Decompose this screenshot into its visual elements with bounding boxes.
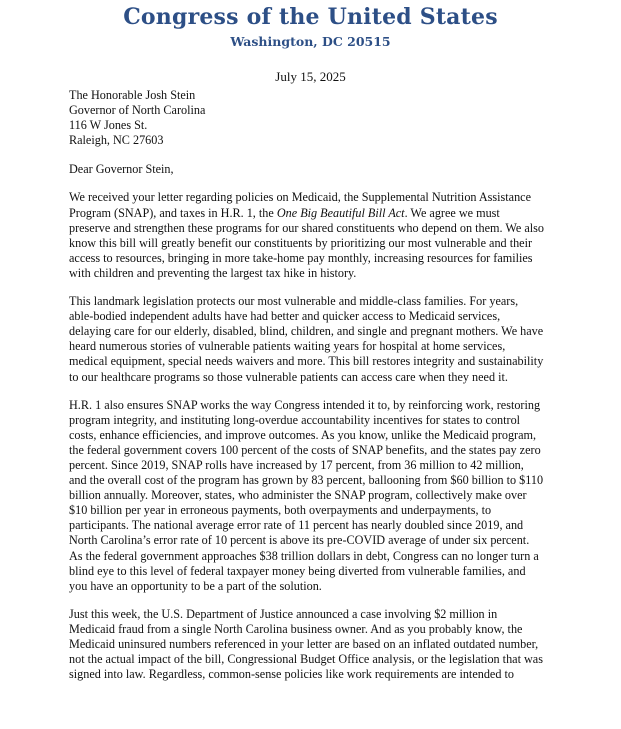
- letter-body: [69, 88, 569, 682]
- paragraph-line: [69, 206, 569, 221]
- paragraph-line: with children and preventing the largest tax hike in history.: [69, 265, 357, 280]
- text-run: . We agree we must: [404, 205, 500, 220]
- paragraph-line: This landmark legislation protects our most vulnerable and middle-class families. For years,: [69, 294, 519, 309]
- paragraph-line: program integrity, and instituting long-overdue accountability incentives for states to control: [69, 412, 521, 427]
- address-line: Raleigh, NC 27603: [69, 133, 164, 148]
- letterhead-title: Congress of the United States: [123, 4, 498, 30]
- paragraph-line: preserve and strengthen these programs for our shared constituents who depend on them. We also: [69, 220, 544, 235]
- paragraph-line: medical equipment, special needs waivers and more. This bill restores integrity and sustainability: [69, 354, 544, 369]
- paragraph-line: Medicaid fraud from a single North Carolina business owner. And as you probably know, the: [69, 621, 523, 636]
- address-line: Governor of North Carolina: [69, 103, 206, 118]
- text-run: Program (SNAP), and taxes in H.R. 1, the: [69, 205, 277, 220]
- paragraph-line: heard numerous stories of vulnerable patients waiting years for hospital at home services,: [69, 339, 506, 354]
- paragraph-line: H.R. 1 also ensures SNAP works the way Congress intended it to, by reinforcing work, restoring: [69, 397, 541, 412]
- paragraph-line: know this bill will greatly benefit our constituents by prioritizing our most vulnerable and their: [69, 235, 533, 250]
- paragraph-line: the federal government covers 100 percent of the costs of SNAP benefits, and the states pay zero: [69, 442, 541, 457]
- address-line: The Honorable Josh Stein: [69, 88, 196, 102]
- paragraph-line: and the overall cost of the program has grown by 83 percent, ballooning from $60 billion to $110: [69, 473, 544, 488]
- paragraph-line: to our healthcare programs so those vulnerable patients can access care when they need it.: [69, 369, 508, 384]
- paragraph-line: able-bodied independent adults have had better and quicker access to Medicaid services,: [69, 309, 501, 324]
- paragraph-3: [69, 398, 569, 594]
- paragraph-line: billion annually. Moreover, states, who administer the SNAP program, collectively make over: [69, 488, 527, 503]
- paragraph-line: We received your letter regarding policies on Medicaid, the Supplemental Nutrition Assistance: [69, 190, 532, 205]
- paragraph-line: signed into law. Regardless, common-sense policies like work requirements are intended to: [69, 667, 514, 682]
- paragraph-line: costs, enhance efficiencies, and improve outcomes. As you know, unlike the Medicaid program,: [69, 427, 537, 442]
- paragraph-line: Just this week, the U.S. Department of Justice announced a case involving $2 million in: [69, 606, 498, 621]
- paragraph-line: $10 billion per year in erroneous payments, both overpayments and underpayments, to: [69, 503, 492, 518]
- paragraph-line: not the actual impact of the bill, Congressional Budget Office analysis, or the legislation that was: [69, 652, 543, 667]
- paragraph-line: Medicaid uninsured numbers referenced in your letter are based on an inflated outdated number,: [69, 637, 539, 651]
- paragraph-line: you have an opportunity to be a part of the solution.: [69, 578, 322, 593]
- paragraph-line: participants. The national average error rate of 11 percent has nearly doubled since 2019, and: [69, 518, 524, 533]
- bill-title: One Big Beautiful Bill Act: [276, 205, 405, 220]
- paragraph-line: access to resources, bringing in more take-home pay monthly, increasing resources for families: [69, 250, 533, 265]
- paragraph-1: [69, 190, 569, 281]
- letter-date: July 15, 2025: [275, 69, 346, 84]
- salutation: Dear Governor Stein,: [69, 162, 174, 177]
- letterhead: [0, 0, 621, 50]
- paragraph-line: As the federal government approaches $38 trillion dollars in debt, Congress can no longer turn a: [69, 548, 539, 563]
- paragraph-line: North Carolina’s error rate of 10 percent is above its pre-COVID average of under six percent.: [69, 533, 530, 548]
- paragraph-line: blind eye to this level of federal taxpayer money being diverted from vulnerable families, and: [69, 563, 526, 578]
- address-line: 116 W Jones St.: [69, 118, 148, 133]
- paragraph-4: [69, 607, 569, 682]
- recipient-address: [69, 88, 569, 148]
- letterhead-subtitle: Washington, DC 20515: [230, 34, 391, 49]
- paragraph-2: [69, 294, 569, 385]
- paragraph-line: percent. Since 2019, SNAP rolls have increased by 17 percent, from 36 million to 42 million,: [69, 457, 524, 472]
- paragraph-line: delaying care for our elderly, disabled, blind, children, and single and pregnant mothers. We have: [69, 324, 544, 339]
